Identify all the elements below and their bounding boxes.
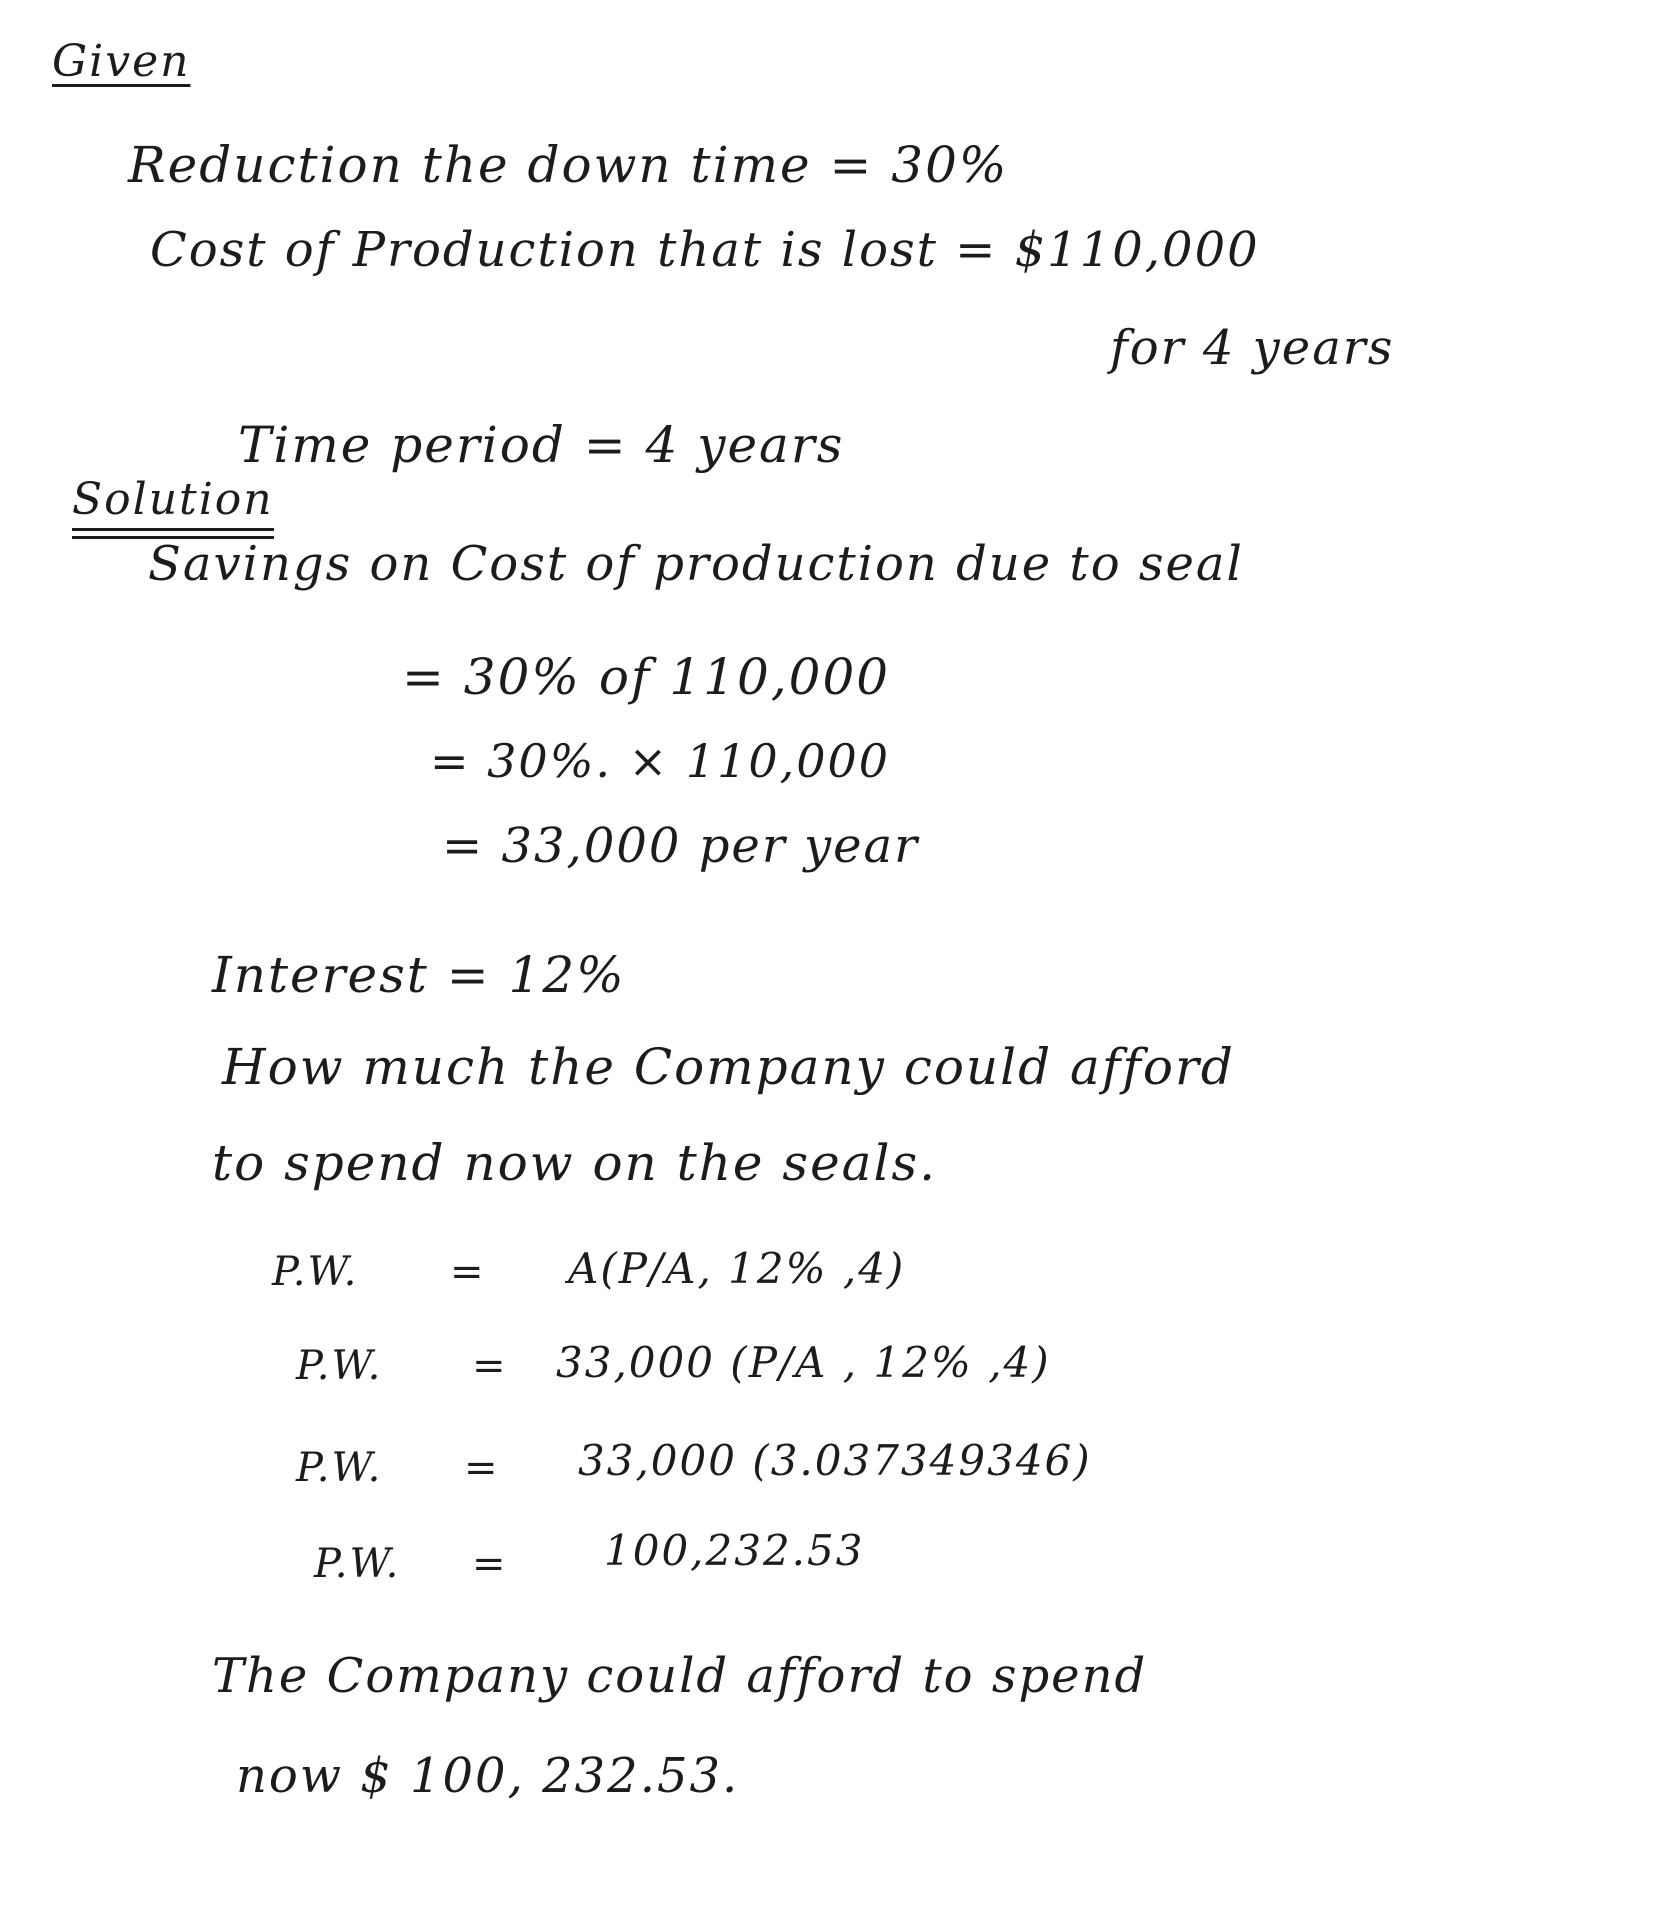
calc-row-4-eq: =	[472, 1541, 508, 1587]
calc-row-1-lhs: P.W.	[272, 1249, 359, 1295]
calc-row-1-eq: =	[450, 1249, 486, 1295]
savings-step-1: = 30% of 110,000	[402, 648, 891, 706]
calc-row-4-rhs: 100,232.53	[604, 1526, 865, 1575]
question-line-1: How much the Company could afford	[222, 1038, 1235, 1096]
calc-row-2-rhs: 33,000 (P/A , 12% ,4)	[556, 1338, 1051, 1387]
savings-label-line: Savings on Cost of production due to seal	[148, 536, 1244, 592]
calc-row-2-lhs: P.W.	[296, 1343, 383, 1389]
calc-row-1-rhs: A(P/A, 12% ,4)	[568, 1244, 906, 1293]
solution-label: Solution	[72, 478, 274, 531]
cost-of-production-line: Cost of Production that is lost = $110,000	[150, 222, 1260, 278]
time-period-line: Time period = 4 years	[238, 416, 845, 474]
question-line-2: to spend now on the seals.	[212, 1134, 938, 1192]
conclusion-line-2: now $ 100, 232.53.	[236, 1748, 740, 1804]
interest-line: Interest = 12%	[212, 946, 626, 1004]
savings-step-2: = 30%. × 110,000	[430, 734, 891, 788]
reduction-downtime-line: Reduction the down time = 30%	[128, 136, 1009, 194]
calc-row-4-lhs: P.W.	[314, 1541, 401, 1587]
conclusion-line-1: The Company could afford to spend	[212, 1648, 1148, 1704]
given-heading: Given	[52, 36, 191, 87]
cost-duration-line: for 4 years	[1110, 320, 1395, 376]
savings-step-3: = 33,000 per year	[442, 818, 920, 874]
calc-row-3-eq: =	[464, 1445, 500, 1491]
calc-row-2-eq: =	[472, 1343, 508, 1389]
calc-row-3-lhs: P.W.	[296, 1445, 383, 1491]
calc-row-3-rhs: 33,000 (3.037349346)	[578, 1436, 1092, 1485]
